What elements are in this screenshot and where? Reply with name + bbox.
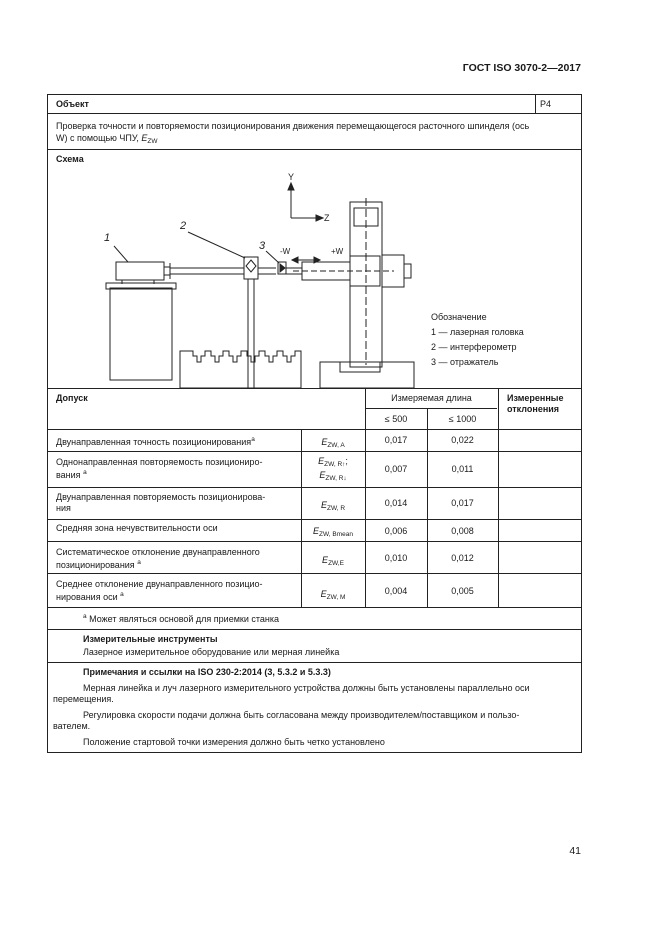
value-le500: 0,007 bbox=[384, 464, 408, 474]
tolerance-row-name: Систематическое отклонение двунаправленного bbox=[56, 547, 260, 557]
row-divider bbox=[48, 541, 581, 542]
tolerance-row-name: Однонаправленная повторяемость позициониро- bbox=[56, 457, 263, 467]
row-divider bbox=[48, 113, 581, 114]
col-le1000: ≤ 1000 bbox=[448, 414, 477, 424]
object-label: Объект bbox=[56, 99, 89, 109]
row-divider bbox=[48, 487, 581, 488]
value-le1000: 0,012 bbox=[451, 553, 474, 563]
test-sheet-table bbox=[47, 94, 582, 753]
instruments-label: Измерительные инструменты bbox=[83, 634, 218, 644]
subheader-divider bbox=[365, 408, 497, 409]
value-le1000: 0,008 bbox=[451, 526, 474, 536]
notes-paragraph: Регулировка скорости подачи должна быть согласована между производителем/поставщиком и пользо- bbox=[83, 710, 520, 720]
value-le1000: 0,005 bbox=[451, 586, 474, 596]
callout-1: 1 bbox=[104, 232, 111, 244]
axis-z-label: Z bbox=[324, 213, 330, 223]
value-le1000: 0,011 bbox=[451, 464, 474, 474]
object-description-line1: Проверка точности и повторяемости позиционирования движения перемещающегося расточного шпинделя (ось bbox=[56, 121, 530, 131]
column-divider bbox=[535, 95, 536, 113]
value-le500: 0,014 bbox=[384, 498, 408, 508]
legend-item: 3 — отражатель bbox=[431, 357, 499, 367]
column-base bbox=[320, 362, 414, 388]
tolerance-row-name: Средняя зона нечувствительности оси bbox=[56, 523, 218, 533]
row-divider bbox=[48, 662, 581, 663]
object-description-line2: W) с помощью ЧПУ, $E_{ZW}$ bbox=[56, 133, 158, 145]
notes-paragraph: вателем. bbox=[53, 721, 91, 731]
left-stand bbox=[110, 288, 172, 380]
row-divider bbox=[48, 388, 581, 389]
tolerance-row-symbol: $E_{ZW, R↓}$ bbox=[319, 470, 347, 482]
row-divider bbox=[48, 519, 581, 520]
tolerance-row-symbol: $E_{ZW, M}$ bbox=[320, 589, 346, 601]
laser-head bbox=[116, 262, 164, 280]
machine-table bbox=[180, 351, 301, 388]
z-axis-arrow bbox=[316, 215, 323, 221]
value-le500: 0,010 bbox=[384, 553, 408, 563]
tolerance-row-name: Двунаправленная точность позиционирования$^a$ bbox=[56, 436, 255, 447]
tolerance-row-symbol: $E_{ZW, R}$ bbox=[320, 500, 346, 512]
legend-title: Обозначение bbox=[431, 312, 487, 322]
notes-paragraph: Положение стартовой точки измерения должно быть четко установлено bbox=[83, 737, 385, 747]
callout-3: 3 bbox=[259, 240, 266, 252]
tolerance-row-name: нирования оси $^a$ bbox=[56, 591, 124, 602]
row-divider bbox=[48, 607, 581, 608]
y-axis-arrow bbox=[288, 183, 294, 190]
tolerance-row-symbol: $E_{ZW, R↑}$; bbox=[318, 456, 348, 468]
plus-w-label: +W bbox=[331, 247, 344, 256]
axis-y-label: Y bbox=[288, 172, 295, 182]
minus-w-label: -W bbox=[280, 247, 291, 256]
value-le500: 0,004 bbox=[384, 586, 408, 596]
row-divider bbox=[48, 573, 581, 574]
col-le500: ≤ 500 bbox=[384, 414, 408, 424]
measured-deviations-header: Измеренные bbox=[507, 393, 564, 403]
standard-header: ГОСТ ISO 3070-2—2017 bbox=[462, 62, 581, 74]
tolerance-row-symbol: $E_{ZW,E}$ bbox=[322, 555, 344, 567]
legend-item: 1 — лазерная головка bbox=[431, 327, 524, 337]
page-number: 41 bbox=[569, 845, 581, 857]
object-code: P4 bbox=[540, 99, 552, 109]
row-divider bbox=[48, 629, 581, 630]
tolerance-row-name: вания $^a$ bbox=[56, 469, 87, 480]
value-le500: 0,006 bbox=[384, 526, 408, 536]
legend-item: 2 — интерферометр bbox=[431, 342, 517, 352]
value-le1000: 0,017 bbox=[451, 498, 474, 508]
measured-deviations-header: отклонения bbox=[507, 404, 560, 414]
tolerance-row-name: ния bbox=[56, 503, 71, 513]
notes-paragraph: Мерная линейка и луч лазерного измерительного устройства должны быть установлены параллельно оси bbox=[83, 683, 530, 693]
tolerance-label: Допуск bbox=[56, 393, 88, 403]
tolerance-row-name: Двунаправленная повторяемость позиционирова- bbox=[56, 492, 266, 502]
scheme-label: Схема bbox=[56, 154, 84, 164]
notes-label: Примечания и ссылки на ISO 230-2:2014 (3, 5.3.2 и 5.3.3) bbox=[83, 667, 331, 677]
notes-paragraph: перемещения. bbox=[53, 694, 114, 704]
value-le500: 0,017 bbox=[384, 435, 408, 445]
tolerance-row-symbol: $E_{ZW, A}$ bbox=[321, 437, 345, 449]
instruments-text: Лазерное измерительное оборудование или мерная линейка bbox=[83, 647, 340, 657]
measured-length-header: Измеряемая длина bbox=[391, 393, 472, 403]
tolerance-row-name: позиционирования $^a$ bbox=[56, 559, 141, 570]
tolerance-row-name: Среднее отклонение двунаправленного позицио- bbox=[56, 579, 263, 589]
tolerance-row-symbol: $E_{ZW, Bmean}$ bbox=[313, 526, 353, 538]
row-divider bbox=[48, 429, 581, 430]
footnote: $^a$ Может являться основой для приемки станка bbox=[83, 613, 280, 624]
column-divider bbox=[498, 388, 499, 607]
callout-2: 2 bbox=[180, 220, 187, 232]
value-le1000: 0,022 bbox=[451, 435, 474, 445]
